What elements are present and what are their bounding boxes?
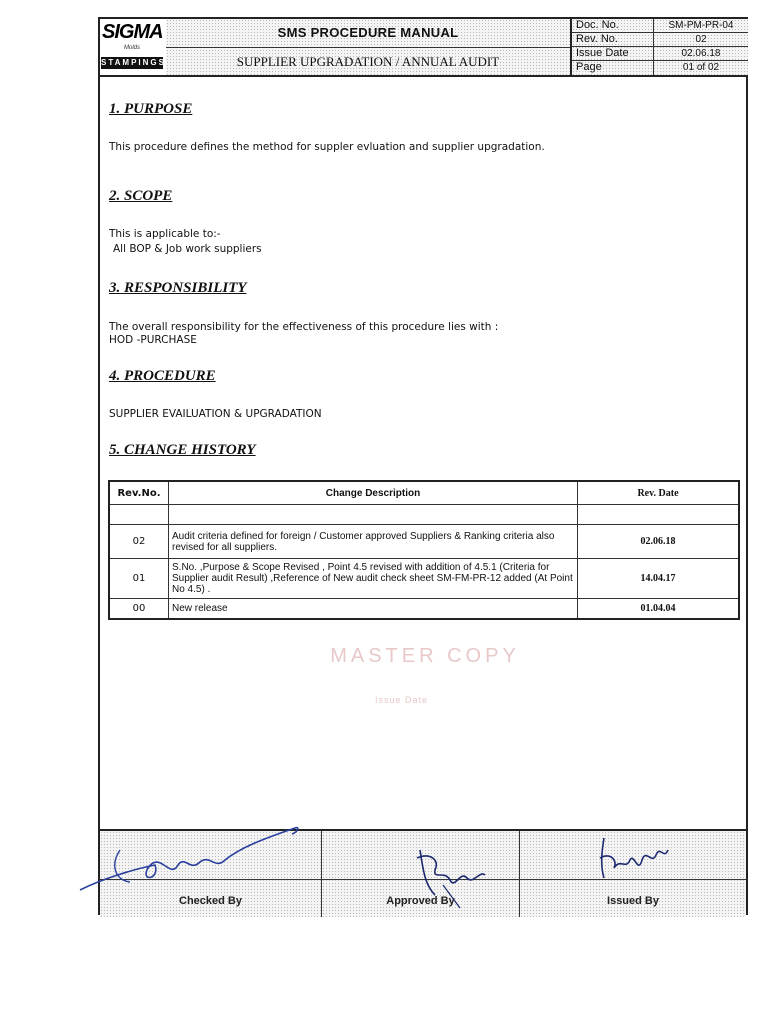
- logo-stampings: STAMPINGS: [101, 58, 166, 67]
- change-description-cell: Audit criteria defined for foreign / Customer approved Suppliers & Ranking criteria also revised for all suppliers.: [169, 525, 578, 559]
- meta-label: Page: [572, 61, 654, 75]
- checked-by-signature: [60, 810, 320, 910]
- section-procedure-heading: 4. PROCEDURE: [109, 368, 216, 384]
- table-row-empty: [109, 505, 739, 525]
- rev-date-cell: 01.04.04: [578, 599, 740, 619]
- signature-stroke: [443, 885, 460, 908]
- rev-date-cell: 02.06.18: [578, 525, 740, 559]
- section-responsibility-heading: 3. RESPONSIBILITY: [109, 280, 247, 296]
- column-header-rev-date: Rev. Date: [578, 481, 740, 505]
- table-cell: [109, 505, 169, 525]
- meta-label: Rev. No.: [572, 33, 654, 46]
- signature-stroke: [600, 838, 668, 878]
- stamp-sub: Issue Date: [375, 695, 429, 705]
- column-header-change-description: Change Description: [169, 481, 578, 505]
- rev-no-cell: 01: [109, 559, 169, 599]
- section-responsibility-line2: HOD -PURCHASE: [109, 334, 197, 346]
- section-change-history-heading: 5. CHANGE HISTORY: [109, 442, 256, 458]
- meta-label: Doc. No.: [572, 19, 654, 32]
- section-purpose-heading: 1. PURPOSE: [109, 101, 193, 117]
- meta-value: SM-PM-PR-04: [668, 20, 734, 31]
- document-frame: [98, 17, 748, 915]
- logo-brand: SIGMA: [102, 21, 163, 43]
- change-description-cell: S.No. ,Purpose & Scope Revised , Point 4.5 revised with addition of 4.5.1 (Criteria for Supplier audit Result) ,Reference of New audit check sheet SM-FM-PR-12 added (At Point No 4.5) .: [169, 559, 578, 599]
- change-description-cell: New release: [169, 599, 578, 619]
- section-procedure-text: SUPPLIER EVAILUATION & UPGRADATION: [109, 408, 322, 420]
- approved-by-signature: [405, 840, 505, 910]
- manual-title: SMS PROCEDURE MANUAL: [277, 25, 459, 40]
- section-scope-line1: This is applicable to:-: [109, 228, 221, 240]
- rev-date-cell: 14.04.17: [578, 559, 740, 599]
- title-divider: [166, 47, 570, 48]
- document-subtitle: SUPPLIER UPGRADATION / ANNUAL AUDIT: [236, 54, 500, 69]
- meta-row-issue-date: [572, 47, 748, 61]
- meta-label: Issue Date: [572, 47, 654, 60]
- issued-by-signature: [590, 830, 680, 890]
- meta-row-page: [572, 61, 748, 75]
- checked-by-label: Checked By: [179, 895, 242, 907]
- column-header-rev-no: Rev.No.: [109, 481, 169, 505]
- meta-value: 02.06.18: [681, 48, 721, 59]
- meta-value: 01 of 02: [682, 62, 720, 73]
- stamp-text: MASTER COPY: [330, 645, 520, 667]
- title-block: [166, 19, 570, 75]
- issued-by-label: Issued By: [607, 895, 659, 907]
- section-scope-line2: All BOP & Job work suppliers: [113, 243, 262, 255]
- signature-stroke: [80, 828, 298, 890]
- section-responsibility-line1: The overall responsibility for the effectiveness of this procedure lies with :: [109, 321, 499, 333]
- logo-sub: Molds: [124, 45, 141, 51]
- meta-row-rev-no: [572, 33, 748, 47]
- table-header-row: [109, 481, 739, 505]
- table-cell: [578, 505, 740, 525]
- signature-stroke: [115, 850, 130, 882]
- signature-stroke: [417, 850, 485, 895]
- approved-by-label: Approved By: [386, 895, 455, 907]
- table-cell: [169, 505, 578, 525]
- master-copy-stamp: [315, 641, 535, 711]
- document-meta: [570, 19, 748, 75]
- table-row: [109, 525, 739, 559]
- rev-no-cell: 02: [109, 525, 169, 559]
- change-history-table: [108, 480, 740, 620]
- table-row: [109, 559, 739, 599]
- meta-row-doc-no: [572, 19, 748, 33]
- section-purpose-text: This procedure defines the method for suppler evluation and supplier upgradation.: [109, 141, 545, 153]
- document-header: [100, 19, 746, 77]
- rev-no-cell: 00: [109, 599, 169, 619]
- table-row: [109, 599, 739, 619]
- section-scope-heading: 2. SCOPE: [109, 188, 173, 204]
- meta-value: 02: [695, 34, 707, 45]
- company-logo: [100, 19, 167, 75]
